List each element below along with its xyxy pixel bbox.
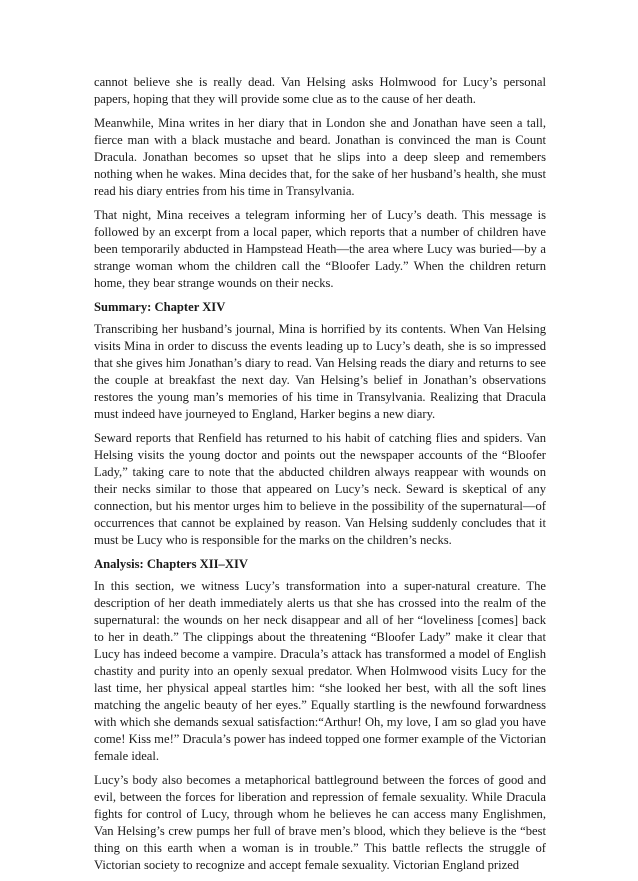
paragraph: In this section, we witness Lucy’s transformation into a super-natural creature. The description of her death immediately alerts us that she has crossed into the realm of the supernatural: the wounds on her neck disappear and all of her “loveliness [comes] back to her in death.” The clippings about the threatening “Bloofer Lady” make it clear that Lucy has indeed become a vampire. Dracula’s attack has transformed a model of English chastity and purity into an openly sexual predator. When Holmwood visits Lucy for the last time, her physical appeal startles him: “she looked her best, with all the soft lines matching the angelic beauty of her eyes.” Equally startling is the newfound forwardness with which she demands sexual satisfaction:“Arthur! Oh, my love, I am so glad you have come! Kiss me!” Dracula’s power has indeed topped one former example of the Victorian female ideal.	[94, 579, 546, 763]
document-page	[94, 74, 546, 881]
paragraph: Lucy’s body also becomes a metaphorical battleground between the forces of good and evil, between the forces for liberation and repression of female sexuality. While Dracula fights for control of Lucy, through whom he believes he can access many Englishmen, Van Helsing’s crew pumps her full of brave men’s blood, which they believe is the “best thing on this earth when a woman is in trouble.” This battle reflects the struggle of Victorian society to recognize and accept female sexuality. Victorian England prized	[94, 773, 546, 872]
section-heading-analysis-chapters: Analysis: Chapters XII–XIV	[94, 557, 248, 571]
paragraph: Transcribing her husband’s journal, Mina is horrified by its contents. When Van Helsing visits Mina in order to discuss the events leading up to Lucy’s death, she is so impressed that she gives him Jonathan’s diary to read. Van Helsing reads the diary and returns to see the couple at breakfast the next day. Van Helsing’s belief in Jonathan’s observations restores the young man’s memories of his time in Transylvania. Realizing that Dracula must indeed have journeyed to England, Harker begins a new diary.	[94, 322, 546, 421]
paragraph: Seward reports that Renfield has returned to his habit of catching flies and spiders. Van Helsing visits the young doctor and points out the newspaper accounts of the “Bloofer Lady,” taking care to note that the abducted children always reappear with wounds on their necks similar to those that appeared on Lucy’s neck. Seward is skeptical of any connection, but his mentor urges him to believe in the possibility of the supernatural—of occurrences that cannot be explained by reason. Van Helsing suddenly concludes that it must be Lucy who is responsible for the marks on the children’s necks.	[94, 431, 546, 547]
paragraph: Meanwhile, Mina writes in her diary that in London she and Jonathan have seen a tall, fierce man with a black mustache and beard. Jonathan is convinced the man is Count Dracula. Jonathan becomes so upset that he slips into a deep sleep and remembers nothing when he wakes. Mina decides that, for the sake of her husband’s health, she must read his diary entries from his time in Transylvania.	[94, 116, 546, 198]
paragraph: That night, Mina receives a telegram informing her of Lucy’s death. This message is followed by an excerpt from a local paper, which reports that a number of children have been temporarily abducted in Hampstead Heath—the area where Lucy was buried—by a strange woman whom the children call the “Bloofer Lady.” When the children return home, they bear strange wounds on their necks.	[94, 208, 546, 290]
section-heading-summary-chapter-xiv: Summary: Chapter XIV	[94, 300, 226, 314]
paragraph: cannot believe she is really dead. Van Helsing asks Holmwood for Lucy’s personal papers, hoping that they will provide some clue as to the cause of her death.	[94, 75, 546, 106]
